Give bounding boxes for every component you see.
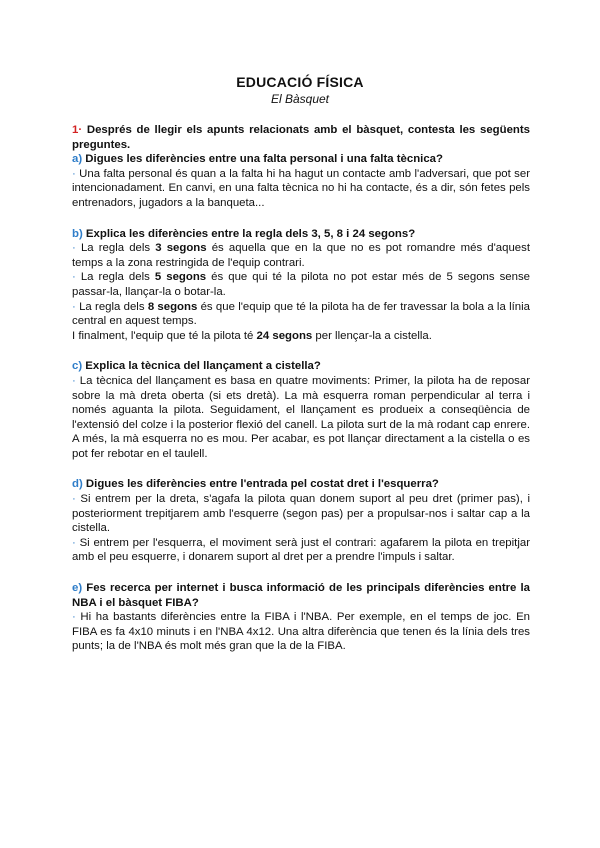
bullet: ·	[72, 242, 76, 255]
answer-text: Una falta personal és quan a la falta hi ha hagut un contacte amb l'adversari, que pot ser intencionadament. En canvi, en una falta tècnica no hi ha contacte, és a dir, són fetes pels entrenadors, jugadors a la banqueta...	[72, 167, 530, 209]
answer-highlight: 3 segons	[155, 242, 207, 255]
question-letter: d)	[72, 478, 83, 491]
answer-d-1	[72, 492, 530, 536]
answer-text: Si entrem per la dreta, s'agafa la pilota quan donem suport al peu dret (primer pas), i posteriorment trepitjarem amb l'esquerre (segon pas) per a propulsar-nos i saltar cap a la cistella.	[72, 493, 531, 535]
question-d	[72, 477, 530, 492]
answer-a-1	[72, 167, 530, 211]
intro-text: Després de llegir els apunts relacionats amb el bàsquet, contesta les següents preguntes.	[72, 124, 530, 151]
answer-text: és aquella que en la que no es pot romandre més d'aquest temps a la zona restringida de l'equip contrari.	[72, 242, 530, 269]
answer-text: La regla dels	[80, 271, 155, 284]
answer-highlight: 24 segons	[256, 329, 313, 342]
question-b	[72, 227, 530, 242]
answer-b-2	[72, 270, 530, 299]
question-letter: c)	[72, 360, 83, 373]
question-text: Explica la tècnica del llançament a cistella?	[82, 360, 321, 373]
intro-instruction	[72, 123, 530, 152]
question-c	[72, 359, 530, 374]
answer-e-1	[72, 610, 530, 654]
page-subtitle: El Bàsquet	[270, 92, 330, 106]
question-e	[72, 581, 530, 610]
answer-text: La regla dels	[79, 300, 148, 313]
answer-text: Hi ha bastants diferències entre la FIBA i l'NBA. Per exemple, en el temps de joc. En FIBA es fa 4x10 minuts i en l'NBA 4x12. Una altra diferència que tenen és la línia dels tres punts; la de l'NBA és molt més gran que la de la FIBA.	[72, 611, 530, 653]
answer-d-2	[72, 536, 530, 565]
answer-text: Si entrem per l'esquerra, el moviment serà just el contrari: agafarem la pilota en trepitjar amb el peu esquerre, i donarem suport al dret per a prendre l'impuls i saltar.	[72, 536, 530, 564]
question-text: Fes recerca per internet i busca informació de les principals diferències entre la NBA i el bàsquet FIBA?	[72, 582, 530, 609]
answer-text: La regla dels	[80, 242, 156, 255]
bullet: ·	[72, 493, 76, 506]
bullet: ·	[72, 611, 76, 624]
question-text: Digues les diferències entre l'entrada pel costat dret i l'esquerra?	[82, 478, 439, 491]
answer-text: és que qui té la pilota no pot estar més de 5 segons sense passar-la, llançar-la o botar-la.	[72, 271, 530, 298]
document-body	[72, 123, 530, 654]
answer-text: és que l'equip que té la pilota ha de fer travessar la bola a la línia central en aquest temps.	[72, 300, 530, 328]
question-letter: b)	[72, 227, 83, 240]
question-a	[72, 152, 530, 167]
answer-text: La tècnica del llançament es basa en quatre moviments: Primer, la pilota ha de reposar sobre la mà dreta oberta (si ets dretà). La mà esquerra roman perpendicular al terra i només aguanta la pilota. Seguidament, el llançament es produeix a conseqüència de l'extensió del colze i la posterior flexió del canell. La pilota surt de la mà rodant cap enrere. A més, la mà esquerra no es mou. Per acabar, es pot llançar directament a la cistella o es pot fer rebotar en el taulell.	[72, 374, 530, 460]
question-text: Explica les diferències entre la regla dels 3, 5, 8 i 24 segons?	[82, 227, 416, 240]
answer-b-3	[72, 300, 530, 329]
answer-text: per llençar-la a cistella.	[312, 329, 432, 342]
answer-highlight: 5 segons	[154, 271, 207, 284]
question-text: Digues les diferències entre una falta personal i una falta tècnica?	[82, 153, 443, 166]
page-title: EDUCACIÓ FÍSICA	[236, 74, 364, 90]
bullet: ·	[72, 374, 76, 387]
bullet: ·	[72, 271, 76, 284]
answer-text: I finalment, l'equip que té la pilota té	[72, 329, 257, 342]
question-letter: e)	[72, 582, 83, 595]
bullet: ·	[72, 300, 76, 313]
answer-c-1	[72, 374, 530, 462]
answer-b-1	[72, 241, 530, 270]
answer-highlight: 8 segons	[147, 300, 198, 313]
bullet: ·	[72, 536, 76, 549]
bullet: ·	[72, 167, 76, 180]
exercise-number: 1·	[72, 124, 83, 136]
question-letter: a)	[72, 153, 83, 166]
answer-b-closing	[72, 329, 530, 344]
